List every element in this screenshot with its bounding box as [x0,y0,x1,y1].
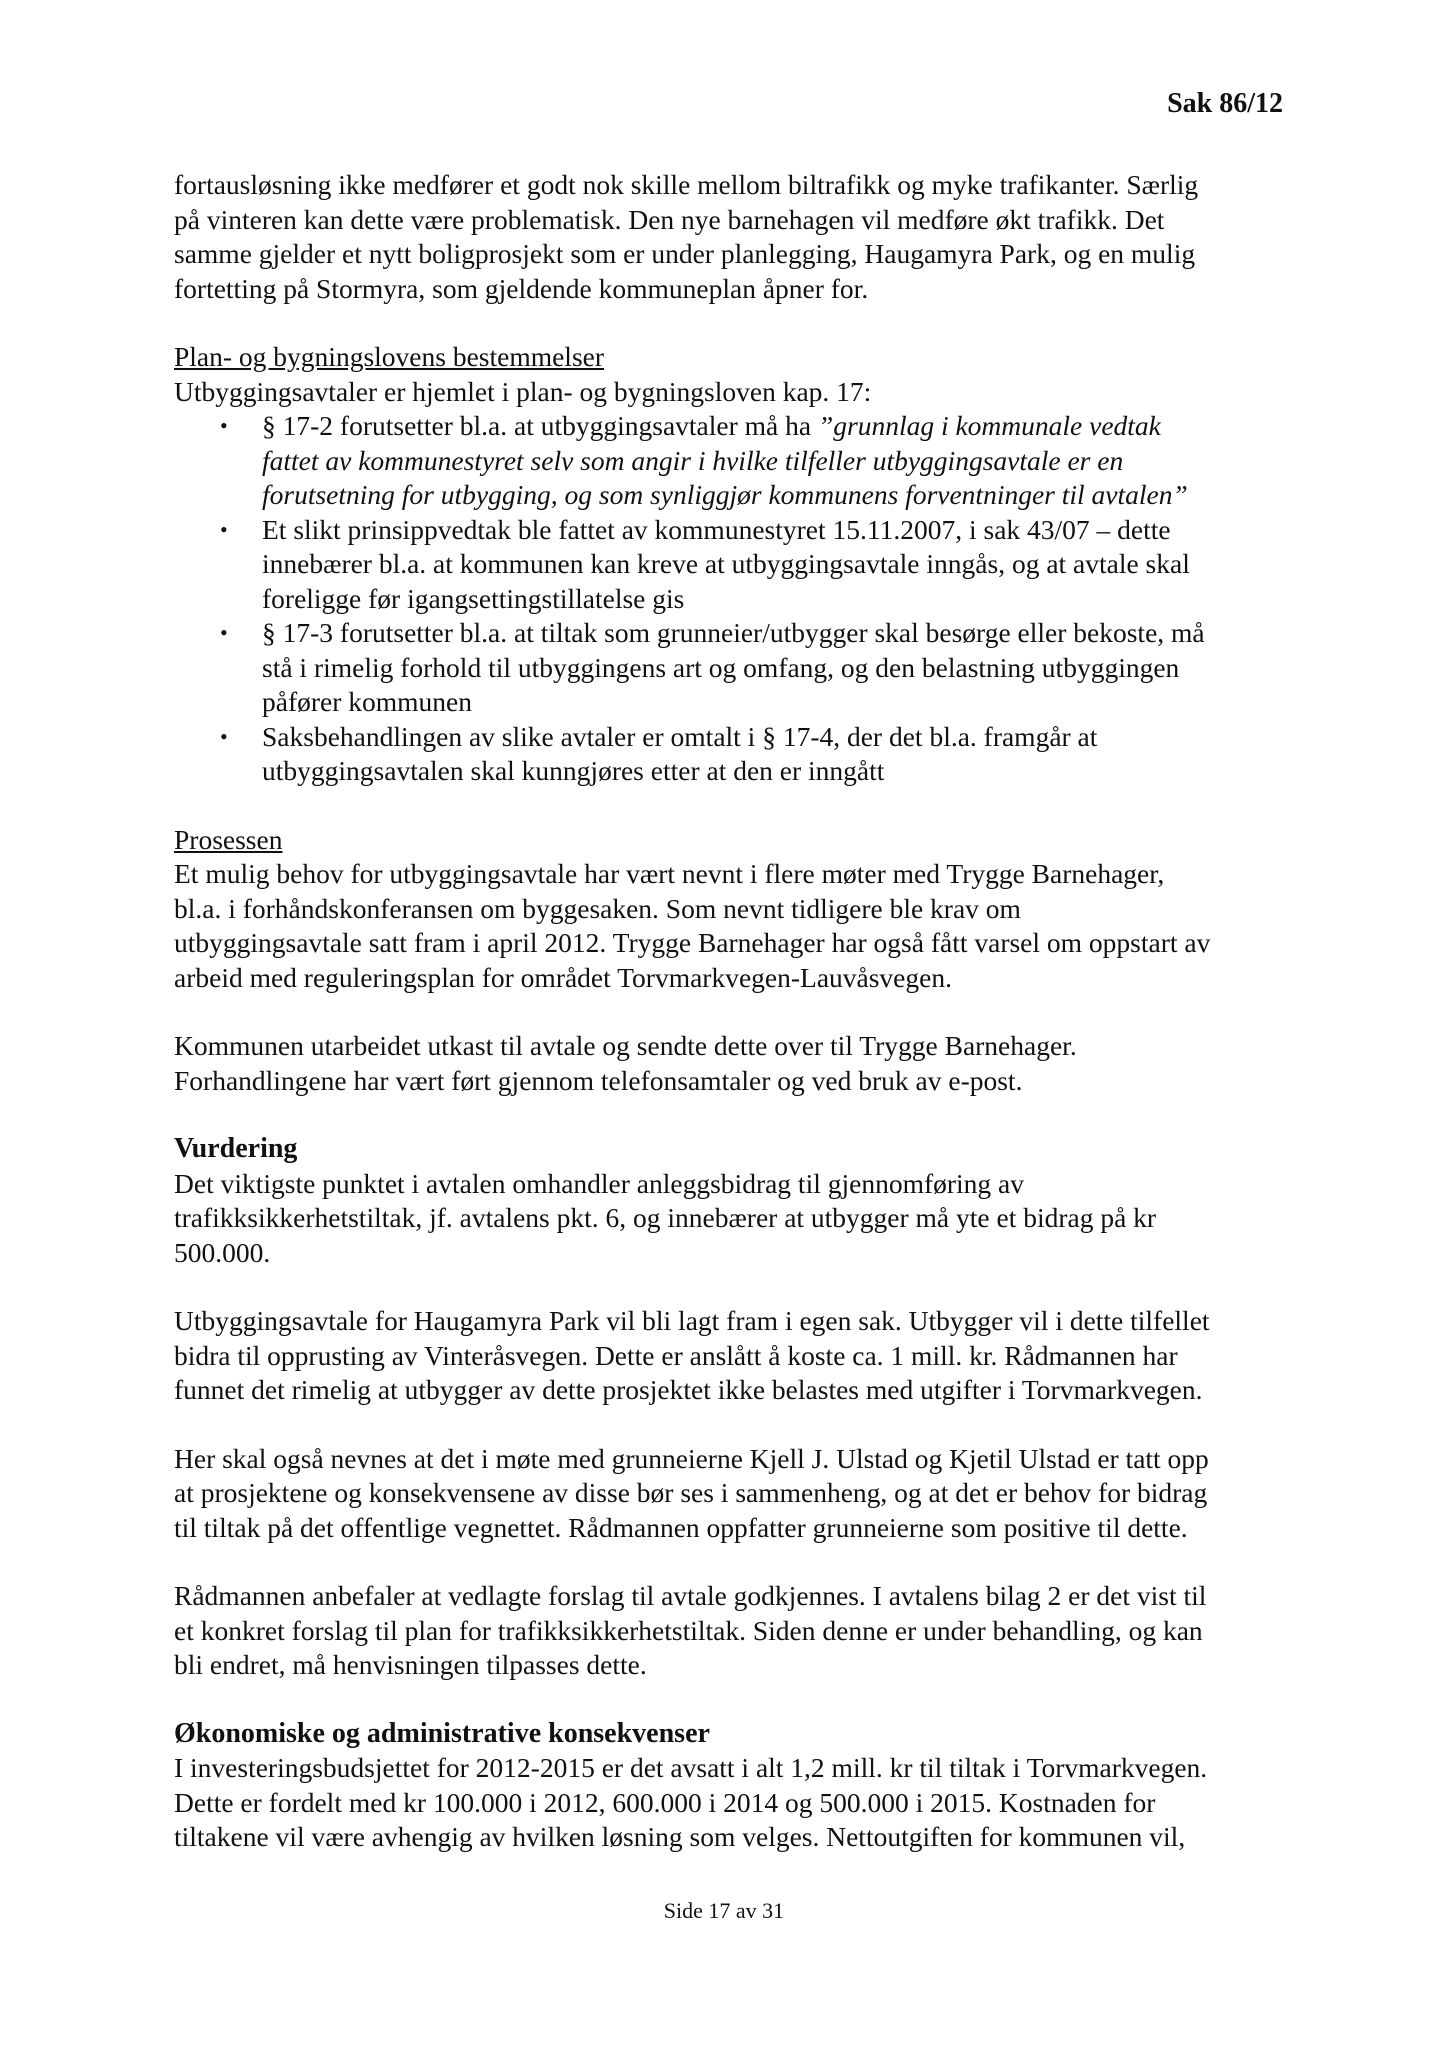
text-line: Et slikt prinsippvedtak ble fattet av kommunestyret 15.11.2007, i sak 43/07 – dette [262,513,1171,545]
text-line: fortetting på Stormyra, som gjeldende kommuneplan åpner for. [174,272,869,304]
text-line: et konkret forslag til plan for trafikksikkerhetstiltak. Siden denne er under behandling, og kan [174,1614,1203,1646]
text-line [262,409,1284,444]
text-line: samme gjelder et nytt boligprosjekt som er under planlegging, Haugamyra Park, og en mulig [174,238,1196,269]
text-line: Et mulig behov for utbyggingsavtale har vært nevnt i flere møter med Trygge Barnehager, [174,858,1165,889]
italic-quote: forutsetning for utbygging, og som synliggjør kommunens forventninger til avtalen” [262,479,1188,510]
text-line: bidra til opprusting av Vinteråsvegen. Dette er anslått å koste ca. 1 mill. kr. Rådmannen har [174,1339,1178,1371]
text-line: på vinteren kan dette være problematisk. Den nye barnehagen vil medføre økt trafikk. Det [174,203,1165,235]
bullet-icon: • [220,723,228,749]
text-line: 500.000. [174,1236,271,1268]
section-heading-prosessen: Prosessen [174,823,283,855]
text-line: utbyggingsavtale satt fram i april 2012. Trygge Barnehager har også fått varsel om oppstart av [174,927,1211,958]
page-number: Side 17 av 31 [663,1898,785,1923]
document-body [174,168,1284,1855]
text-line: funnet det rimelig at utbygger av dette prosjektet ikke belastes med utgifter i Torvmarkvegen. [174,1374,1203,1405]
text-line: til tiltak på det offentlige vegnettet. Rådmannen oppfatter grunneierne som positive til dette. [174,1511,1188,1543]
text-line: innebærer bl.a. at kommunen kan kreve at utbyggingsavtale inngås, og at avtale skal [262,548,1190,579]
text-span: § 17-2 forutsetter bl.a. at utbyggingsavtaler må ha [262,410,818,441]
text-line: Saksbehandlingen av slike avtaler er omtalt i § 17-4, der det bl.a. framgår at [262,720,1098,752]
text-line: Forhandlingene har vært ført gjennom telefonsamtaler og ved bruk av e-post. [174,1064,1023,1096]
text-line: I investeringsbudsjettet for 2012-2015 er det avsatt i alt 1,2 mill. kr til tiltak i Torvmarkvegen. [174,1752,1208,1783]
section-okonomi [174,1717,1284,1855]
section-heading-vurdering: Vurdering [174,1133,298,1164]
section-heading-okonomi: Økonomiske og administrative konsekvenser [174,1717,710,1749]
bullet-list [174,409,1284,789]
text-line: stå i rimelig forhold til utbyggingens art og omfang, og den belastning utbyggingen [262,651,1180,683]
text-line: bli endret, må henvisningen tilpasses dette. [174,1649,647,1680]
text-line: tiltakene vil være avhengig av hvilken løsning som velges. Nettoutgiften for kommunen vil, [174,1821,1186,1852]
italic-quote: ”grunnlag i kommunale vedtak [817,410,1161,441]
text-line: at prosjektene og konsekvensene av disse bør ses i sammenheng, og at det er behov for bidrag [174,1477,1208,1508]
section-prosessen [174,823,1284,1099]
text-line: påfører kommunen [262,686,472,717]
list-item [174,513,1284,617]
text-line: Det viktigste punktet i avtalen omhandler anleggsbidrag til gjennomføring av [174,1167,1025,1199]
section-vurdering [174,1132,1284,1683]
text-line: utbyggingsavtalen skal kunngjøres etter at den er inngått [262,755,885,786]
text-line: arbeid med reguleringsplan for området Torvmarkvegen-Lauvåsvegen. [174,961,952,993]
italic-quote: fattet av kommunestyret selv som angir i hvilke tilfeller utbyggingsavtale er en [262,444,1124,476]
text-line: bl.a. i forhåndskonferansen om byggesaken. Som nevnt tidligere ble krav om [174,892,1021,924]
bullet-icon: • [220,413,228,438]
bullet-icon: • [220,516,228,542]
text-line: trafikksikkerhetstiltak, jf. avtalens pkt. 6, og innebærer at utbygger må yte et bidrag på kr [174,1202,1157,1233]
text-line: Rådmannen anbefaler at vedlagte forslag til avtale godkjennes. I avtalens bilag 2 er det vist til [174,1580,1207,1611]
section-heading-pbl: Plan- og bygningslovens bestemmelser [174,341,605,372]
case-number: Sak 86/12 [1167,88,1283,119]
bullet-icon: • [220,620,228,645]
list-item [174,720,1284,789]
text-line: Kommunen utarbeidet utkast til avtale og sendte dette over til Trygge Barnehager. [174,1030,1077,1061]
text-line: Her skal også nevnes at det i møte med grunneierne Kjell J. Ulstad og Kjetil Ulstad er tatt opp [174,1442,1209,1474]
list-item [174,409,1284,513]
text-line: § 17-3 forutsetter bl.a. at tiltak som grunneier/utbygger skal besørge eller bekoste, må [262,617,1205,648]
intro-paragraph [174,168,1284,306]
section-pbl [174,340,1284,789]
text-line: Dette er fordelt med kr 100.000 i 2012, 600.000 i 2014 og 500.000 i 2015. Kostnaden for [174,1786,1156,1818]
list-item [174,616,1284,720]
text-line: Utbyggingsavtale for Haugamyra Park vil bli lagt fram i egen sak. Utbygger vil i dette tilfellet [174,1305,1210,1336]
text-line: fortausløsning ikke medfører et godt nok skille mellom biltrafikk og myke trafikanter. Særlig [174,169,1199,200]
text-line: Utbyggingsavtaler er hjemlet i plan- og bygningsloven kap. 17: [174,375,872,407]
text-line: foreligge før igangsettingstillatelse gis [262,582,685,614]
